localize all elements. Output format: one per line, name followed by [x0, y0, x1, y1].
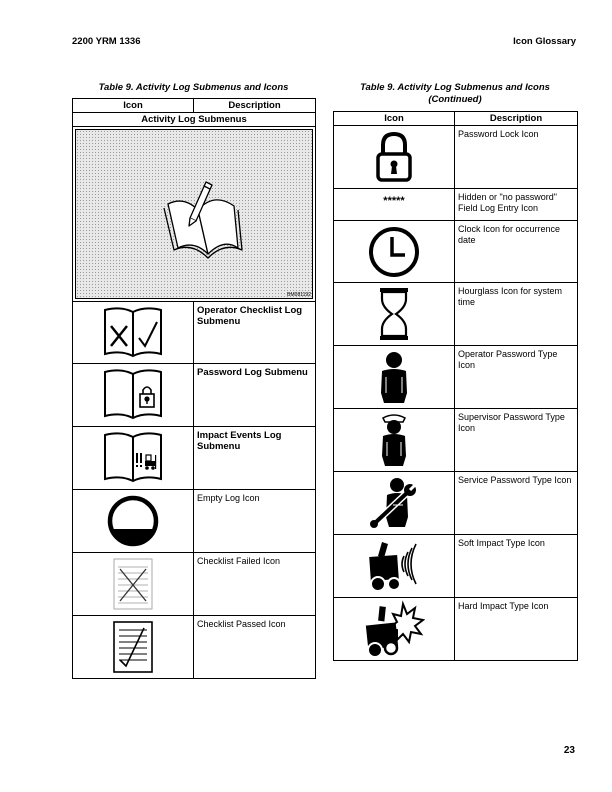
right-col-icon-header: Icon [334, 112, 455, 126]
service-person-wrench-icon [369, 475, 419, 531]
row-desc: Password Log Submenu [194, 364, 316, 427]
icon-cell [334, 283, 455, 346]
icon-cell [334, 409, 455, 472]
page-number: 23 [563, 745, 575, 756]
icon-cell [73, 302, 194, 364]
row-desc: Hard Impact Type Icon [455, 598, 578, 661]
icon-cell [73, 490, 194, 553]
row-desc: Operator Checklist Log Submenu [194, 302, 316, 364]
open-book-lock-icon [101, 368, 165, 422]
book-pencil-icon [76, 130, 317, 298]
header-doc-id: 2200 YRM 1336 [72, 36, 141, 47]
icon-cell [73, 616, 194, 679]
row-desc: Password Lock Icon [455, 126, 578, 189]
section-title: Activity Log Submenus [73, 113, 316, 127]
icon-cell [334, 472, 455, 535]
clock-icon [367, 225, 421, 279]
right-col-desc-header: Description [455, 112, 578, 126]
left-col-icon-header: Icon [73, 99, 194, 113]
header-section-title: Icon Glossary [513, 36, 576, 47]
right-caption-line1: Table 9. Activity Log Submenus and Icons [360, 82, 550, 93]
padlock-icon [374, 130, 414, 184]
row-desc: Hourglass Icon for system time [455, 283, 578, 346]
soft-impact-icon [364, 538, 424, 594]
row-desc: Checklist Failed Icon [194, 553, 316, 616]
left-col-desc-header: Description [194, 99, 316, 113]
row-desc: Soft Impact Type Icon [455, 535, 578, 598]
row-desc: Operator Password Type Icon [455, 346, 578, 409]
checklist-failed-icon [110, 557, 156, 611]
icon-cell [334, 598, 455, 661]
icon-cell [73, 364, 194, 427]
icon-cell [334, 346, 455, 409]
hidden-field-asterisks: ***** [383, 195, 405, 207]
open-book-impact-icon [101, 431, 165, 485]
left-table-caption: Table 9. Activity Log Submenus and Icons [98, 82, 289, 93]
checklist-passed-icon [110, 620, 156, 674]
activity-log-figure [73, 127, 316, 302]
hard-impact-icon [363, 600, 425, 658]
open-book-checkbox-icon [101, 306, 165, 360]
right-caption-line2: (Continued) [428, 94, 482, 105]
row-desc: Hidden or "no password" Field Log Entry Icon [455, 189, 578, 221]
row-desc: Impact Events Log Submenu [194, 427, 316, 490]
icon-cell [334, 535, 455, 598]
icon-cell [334, 189, 455, 221]
figure-code: BM081192 [287, 292, 311, 298]
row-desc: Service Password Type Icon [455, 472, 578, 535]
icon-cell [334, 126, 455, 189]
right-table [333, 111, 578, 661]
row-desc: Checklist Passed Icon [194, 616, 316, 679]
row-desc: Clock Icon for occurrence date [455, 221, 578, 283]
row-desc: Supervisor Password Type Icon [455, 409, 578, 472]
left-table [72, 98, 316, 679]
empty-circle-icon [105, 493, 161, 549]
row-desc: Empty Log Icon [194, 490, 316, 553]
operator-person-icon [377, 349, 411, 405]
supervisor-person-icon [377, 412, 411, 468]
right-table-caption [333, 82, 577, 106]
hourglass-icon [377, 285, 411, 343]
icon-cell [73, 553, 194, 616]
icon-cell [73, 427, 194, 490]
icon-cell [334, 221, 455, 283]
